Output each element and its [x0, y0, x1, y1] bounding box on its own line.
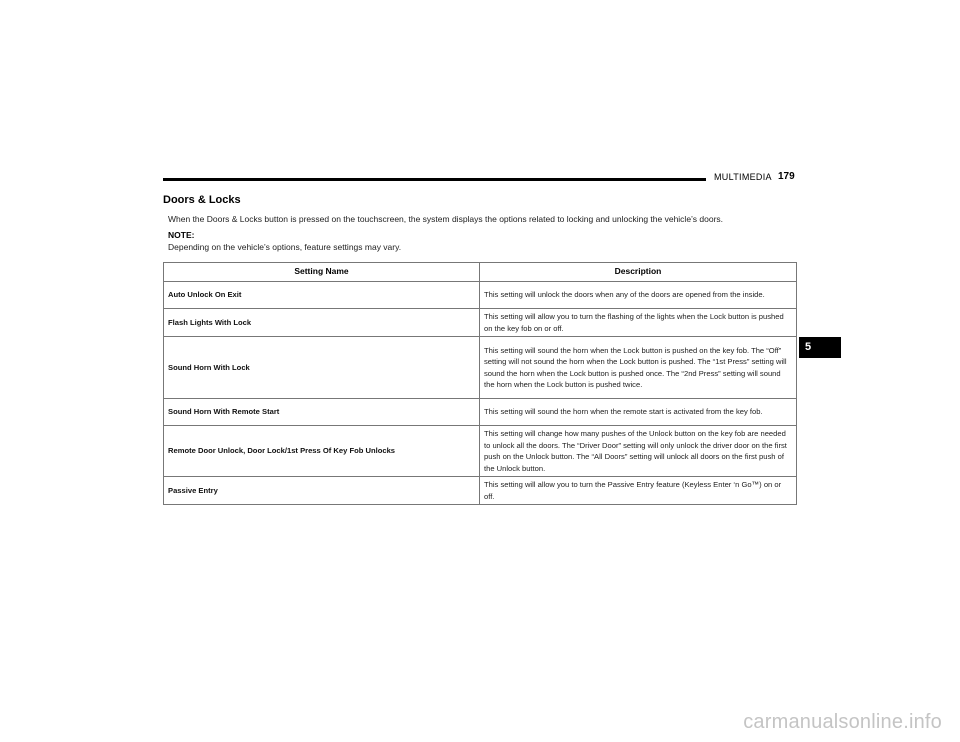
setting-description: This setting will sound the horn when the Lock button is pushed on the key fob. The “Off” setting will not sound the horn when the Lock button is pushed. The “1st Press” setting will sound the horn when the Lock button is pushed once. The “2nd Press” setting will sound the horn when the Lock button is pushed twice.: [480, 337, 797, 399]
setting-description: This setting will sound the horn when the remote start is activated from the key fob.: [480, 399, 797, 426]
setting-description: This setting will unlock the doors when any of the doors are opened from the inside.: [480, 282, 797, 309]
chapter-tab: 5: [799, 337, 841, 358]
table-row: [164, 426, 797, 477]
setting-name: Remote Door Unlock, Door Lock/1st Press Of Key Fob Unlocks: [164, 426, 480, 477]
setting-name: Auto Unlock On Exit: [164, 282, 480, 309]
table-row: [164, 337, 797, 399]
table-row: [164, 477, 797, 505]
settings-table: [163, 262, 797, 505]
note-label: NOTE:: [168, 230, 195, 240]
setting-name: Sound Horn With Remote Start: [164, 399, 480, 426]
table-row: [164, 282, 797, 309]
table-header-row: [164, 263, 797, 282]
setting-description: This setting will change how many pushes of the Unlock button on the key fob are needed to unlock all the doors. The “Driver Door” setting will only unlock the driver door on the first push on the Unlock button. The “All Doors” setting will unlock all doors on the first push of the Unlock button.: [480, 426, 797, 477]
note-text: Depending on the vehicle’s options, feature settings may vary.: [168, 242, 402, 252]
header-rule: [163, 178, 706, 181]
column-header-description: Description: [480, 263, 797, 282]
intro-paragraph: When the Doors & Locks button is pressed on the touchscreen, the system displays the options related to locking and unlocking the vehicle’s doors.: [168, 214, 724, 224]
page-number: 179: [778, 171, 795, 182]
setting-name: Sound Horn With Lock: [164, 337, 480, 399]
table-row: [164, 309, 797, 337]
table-row: [164, 399, 797, 426]
setting-name: Flash Lights With Lock: [164, 309, 480, 337]
column-header-setting-name: Setting Name: [164, 263, 480, 282]
running-header-section: MULTIMEDIA: [714, 172, 772, 182]
watermark: carmanualsonline.info: [743, 711, 942, 733]
setting-description: This setting will allow you to turn the Passive Entry feature (Keyless Enter ‘n Go™) on or off.: [480, 477, 797, 505]
setting-description: This setting will allow you to turn the flashing of the lights when the Lock button is pushed on the key fob on or off.: [480, 309, 797, 337]
setting-name: Passive Entry: [164, 477, 480, 505]
section-title: Doors & Locks: [163, 194, 241, 206]
